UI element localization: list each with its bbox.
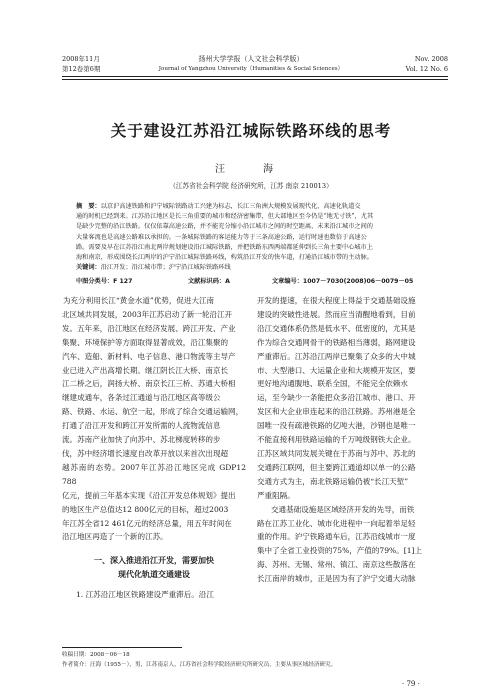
text-line: 严重滞后。江苏沿江两岸已聚集了众多的大中城	[257, 351, 416, 361]
footnote-rule	[62, 647, 182, 648]
right-para-1	[257, 294, 443, 503]
text-line: 国唯一没有疏港铁路的亿吨大港，沙钢也是唯一	[257, 421, 416, 431]
text-line: 沿江交通体系仍然是低水平、低密度的，尤其是	[257, 323, 416, 333]
header-rule-thin	[62, 79, 448, 80]
header-journal-en: Journal of Yangzhou University（Humanities & Social Sciences）	[158, 66, 344, 72]
header-date: 2008年11月	[62, 55, 100, 63]
text-line: 严重阻隔。	[257, 490, 295, 500]
abstract-line-6: 海和南京，形成围绕长江两岸的沪宁沿江城际铁路环线，构筑沿江开发的快车道，打通沿江城市带的主动脉。	[76, 254, 373, 262]
text-line: 更好地沟通腹地、联系全国，不能完全依赖水	[257, 379, 408, 389]
header-rule-thick	[62, 76, 448, 77]
text-line: 交通跨江联网，但主要跨江通道却以单一的公路	[257, 462, 416, 472]
text-line: 市、大型港口、大运量企业和大规模开发区，要	[257, 365, 416, 375]
text-line: 伐，苏中经济增长速度自改革开放以来首次出现超	[62, 448, 229, 458]
right-para-2	[257, 503, 443, 586]
text-line: 不能直接利用铁路运输的千万吨级钢铁大企业。	[257, 435, 416, 445]
text-line: 建设的突破性进展。然而应当清醒地看到，目前	[257, 309, 416, 319]
text-line: 运，至今缺少一条能把众多沿江城市、港口、开	[257, 393, 416, 403]
author-affiliation: （江苏省社会科学院 经济研究所，江苏 南京 210013）	[169, 182, 333, 190]
text-line: 开发的提速，在很大程度上得益于交通基础设施	[257, 296, 416, 305]
text-line: 集中了全省工业投资的75%，产值的79%。[1]上	[257, 546, 422, 556]
keywords-label: 关键词：	[76, 264, 101, 272]
text-line: 交通方式为主，南北铁路运输仍被“长江天堑”	[257, 476, 409, 486]
author-name: 汪 海	[215, 164, 287, 175]
abstract-label: 摘 要：	[76, 203, 101, 210]
abstract-line-1: 摘 要：以京沪高速铁路和沪宁城际铁路动工兴建为标志，长江三角洲大规模发展现代化、高速化轨道交	[76, 203, 361, 210]
footnote-received: 收稿日期：2008－06－18	[62, 652, 130, 658]
text-line: 集聚、环境保护等方面取得显著成效，沿江集聚的	[62, 337, 229, 347]
text-line: 交通基础设施是区域经济开发的先导，而铁	[271, 504, 415, 514]
text-line: 北区域共同发展，2003年江苏启动了新一轮沿江开	[62, 309, 233, 319]
abstract-line-4: 大量客流也是高速公路难以承担的。一条城际铁路的客运能力等于三条高速公路，运行时速也数倍于高速公	[76, 233, 367, 241]
header-date-en: Nov. 2008	[414, 55, 448, 63]
section-heading-1-cont: 现代化轨道交通建设	[118, 570, 190, 580]
text-line: 路、铁路、水运、航空一起，形成了综合交通运输网，	[62, 407, 244, 417]
abstract-line-2: 通的时机已经到来。江苏沿江地区是长三角重要的城市和经济密集带，但大部地区至今仍是“地无寸铁”，尤其	[76, 213, 374, 221]
text-line: 江苏区域共同发展关键在于苏南与苏中、苏北的	[257, 448, 416, 458]
header-journal-cn: 扬州大学学报（人文社会科学版）	[198, 55, 304, 63]
text-line: 海、苏州、无锡、常州、镇江、南京这些散落在	[257, 560, 416, 570]
text-line: 为充分利用长江“黄金水道”优势，促进大江南	[63, 296, 215, 305]
section-heading-1: 一、深入推进沿江开发，需要加快	[94, 556, 214, 566]
text-line: 发。五年来，沿江地区在经济发展、跨江开发、产业	[62, 323, 236, 333]
text-line: 业已进入产出高增长期。继江阴长江大桥、南京长	[62, 365, 229, 375]
left-para-2: 1. 江苏沿江地区铁路建设严重滞后。沿江	[76, 590, 214, 600]
keywords-line	[76, 263, 434, 273]
text-line: 江二桥之后，润扬大桥、南京长江三桥、苏通大桥相	[62, 379, 236, 389]
text-line: 沿江地区再造了一个新的江苏。	[62, 532, 168, 542]
text-line: 路在江苏工业化、城市化进程中一向起着举足轻	[257, 518, 416, 528]
article-title: 关于建设江苏沿江城际铁路环线的思考	[110, 121, 392, 140]
footnote-author-bio: 作者简介：汪海（1955－），男，江苏南京人，江苏省社会科学院经济研究所研究员，主要从事区域经济研究。	[62, 662, 337, 668]
text-line: 亿元，提前三年基本实现《沿江开发总体规划》提出	[62, 490, 236, 500]
text-line: 越苏南的态势。2007年江苏沿江地区完成 GDP12 788	[62, 462, 246, 486]
text-line: 打通了沿江开发和跨江开发所需的人流物流信息	[62, 421, 221, 431]
text-line: 重的作用。沪宁铁路通车后，江苏沿线城市一度	[257, 532, 416, 542]
left-column	[62, 294, 246, 602]
abstract-line-3: 是缺少完整的沿江铁路。仅仅依靠高速公路，并不能充分缩小沿江城市之间的时空距离，未来沿江城市之间的	[76, 223, 373, 231]
text-line: 流。苏南产业加快了向苏中、苏北梯度转移的步	[62, 435, 221, 445]
text-line: 继建成通车，各条过江通道与沿江地区高等级公	[62, 393, 221, 403]
text-line: 作为综合交通网骨干的铁路相当薄弱，路网建设	[257, 337, 416, 347]
header-vol-en: Vol. 12 No. 6	[405, 65, 448, 73]
document-code: 文献标识码：A	[188, 278, 230, 285]
keywords-text: 沿江开发；沿江城市带；沪宁沿江城际铁路环线	[100, 264, 231, 272]
text-line: 的地区生产总值达12 800亿元的目标，超过2003	[62, 504, 229, 514]
clc-number: 中图分类号：F 127	[76, 278, 133, 285]
text-line: 发区和大企业串连起来的沿江铁路。苏州港是全	[257, 407, 416, 417]
text-line: 长江南岸的城市，正是因为有了沪宁交通大动脉	[257, 574, 416, 584]
article-number: 文章编号：1007－7030(2008)06－0079－05	[272, 278, 414, 285]
page-number: · 79 ·	[402, 680, 420, 688]
header-volume-issue: 第12卷第6期	[62, 65, 101, 73]
abstract-block	[76, 202, 434, 273]
left-para-1	[62, 294, 246, 544]
abstract-line-5: 路。需要及早在江苏沿江南北两岸规划建设沿江城际铁路，并把铁路东西两端都延伸到长三角主要中心城市上	[76, 243, 373, 251]
right-column	[257, 294, 443, 586]
text-line: 汽车、造船、新材料、电子信息、港口物流等主导产	[62, 351, 236, 361]
text-line: 年江苏全省12 461亿元的经济总量，用五年时间在	[62, 518, 232, 528]
